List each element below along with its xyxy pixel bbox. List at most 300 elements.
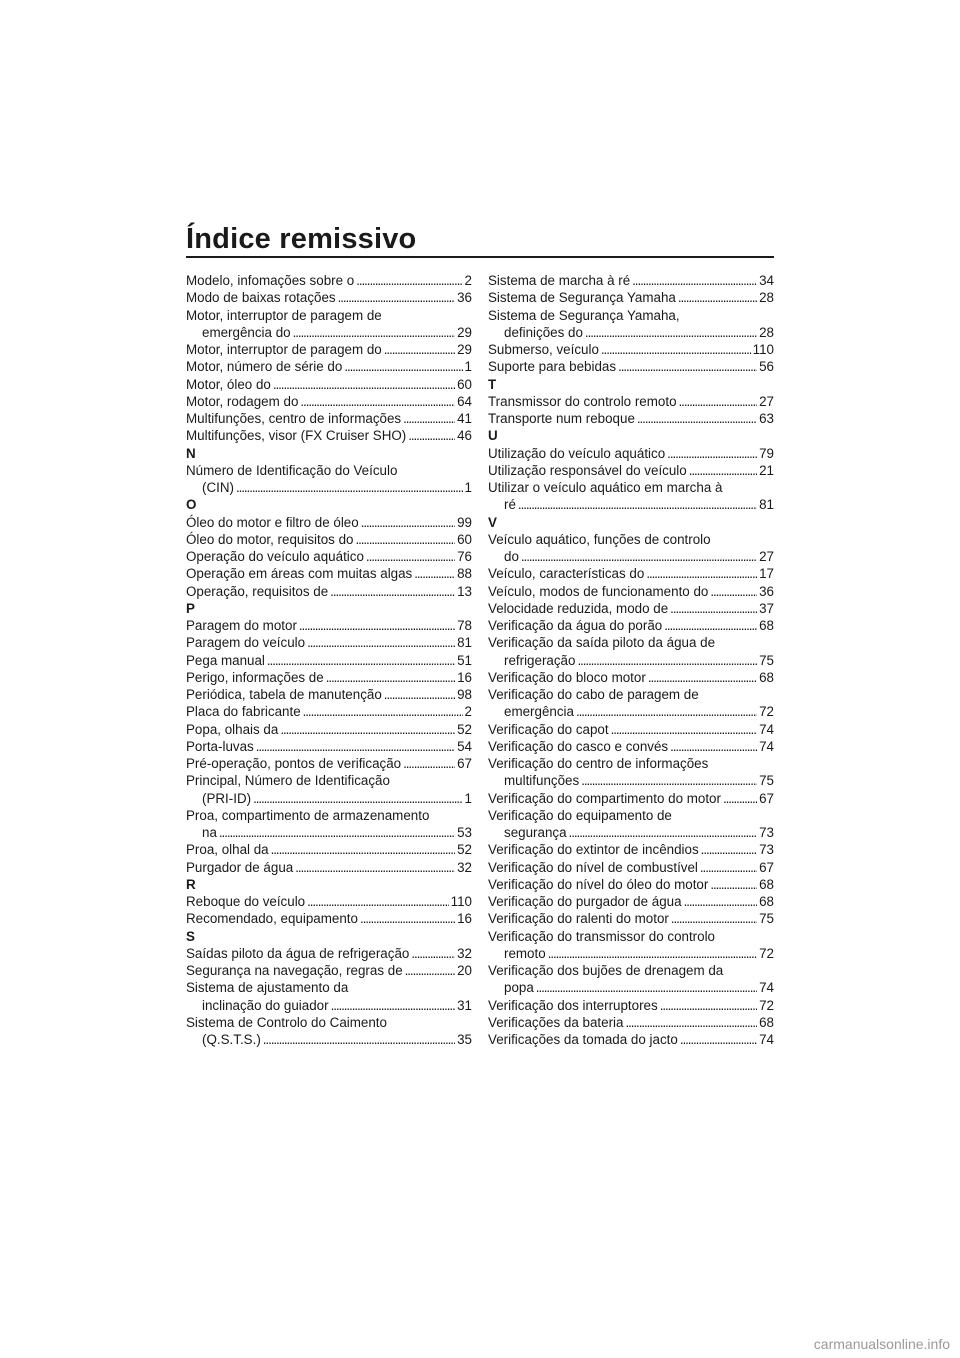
- index-entry: [488, 565, 774, 582]
- index-entry: [488, 686, 774, 703]
- dot-leader: [518, 496, 757, 513]
- index-entry-text: Submerso, veículo: [488, 342, 599, 357]
- index-page-number: 54: [457, 738, 472, 754]
- index-entry-text: Operação em áreas com muitas algas: [186, 566, 413, 582]
- index-page-number: 36: [759, 583, 774, 599]
- dot-leader: [536, 979, 757, 996]
- index-page-number: 74: [759, 721, 774, 737]
- index-entry: [186, 393, 472, 410]
- index-section-letter: O: [186, 497, 197, 513]
- index-entry: [488, 962, 774, 979]
- index-entry: [488, 721, 774, 738]
- index-entry-text: Proa, compartimento de armazenamento: [186, 807, 430, 823]
- dot-leader: [236, 479, 463, 496]
- index-column-left: [186, 272, 472, 1048]
- dot-leader: [344, 358, 462, 375]
- index-entry: [488, 755, 774, 772]
- index-page-number: 52: [457, 721, 472, 737]
- index-entry: [186, 807, 472, 824]
- index-entry: [488, 307, 774, 324]
- index-entry: [488, 462, 774, 479]
- index-entry: [186, 427, 472, 444]
- dot-leader: [303, 703, 463, 720]
- index-entry-text: Recomendado, equipamento: [186, 911, 358, 927]
- index-page-number: 98: [457, 687, 472, 702]
- index-entry: [186, 703, 472, 720]
- index-section-letter: N: [186, 445, 196, 461]
- index-entry-text: Placa do fabricante: [186, 704, 301, 720]
- index-entry-text: Saídas piloto da água de refrigeração: [186, 945, 410, 961]
- index-entry-text: Operação, requisitos de: [186, 583, 329, 599]
- index-page-number: 37: [759, 600, 774, 616]
- index-entry: [488, 272, 774, 289]
- dot-leader: [253, 790, 462, 807]
- index-entry-text: Motor, interruptor de paragem do: [186, 342, 382, 357]
- dot-leader: [581, 772, 757, 789]
- index-entry: [488, 617, 774, 634]
- index-entry-text: inclinação do guiador: [202, 997, 329, 1013]
- index-page-number: 68: [759, 876, 774, 892]
- index-entry: [186, 410, 472, 427]
- dot-leader: [601, 341, 751, 358]
- dot-leader: [293, 324, 456, 341]
- index-entry: [488, 790, 774, 807]
- index-entry: [186, 945, 472, 962]
- index-entry-text: Veículo, características do: [488, 566, 645, 582]
- index-page-number: 46: [457, 428, 472, 444]
- index-entry: [186, 1014, 472, 1031]
- index-page-number: 35: [457, 1032, 472, 1047]
- index-entry: [186, 841, 472, 858]
- index-entry: [488, 600, 774, 617]
- index-entry-text: Paragem do motor: [186, 618, 297, 633]
- dot-leader: [300, 393, 455, 410]
- index-entry-text: Proa, olhal da: [186, 842, 269, 858]
- index-entry: [488, 410, 774, 427]
- index-page-number: 64: [457, 393, 472, 409]
- index-entry-continuation: [488, 824, 774, 841]
- index-entry-text: Verificação do centro de informações: [488, 756, 709, 771]
- index-page-number: 1: [464, 790, 472, 806]
- index-entry-continuation: [488, 496, 774, 513]
- dot-leader: [678, 289, 757, 306]
- index-entry-text: Popa, olhais da: [186, 721, 279, 737]
- index-page-number: 68: [759, 669, 774, 685]
- dot-leader: [408, 427, 455, 444]
- index-entry: [186, 583, 472, 600]
- index-section-letter: P: [186, 600, 195, 616]
- index-entry-text: Veículo, modos de funcionamento do: [488, 583, 709, 599]
- index-entry-text: do: [504, 549, 519, 564]
- index-entry-text: segurança: [504, 825, 567, 840]
- dot-leader: [330, 583, 455, 600]
- dot-leader: [331, 997, 456, 1014]
- index-entry: [488, 289, 774, 306]
- dot-leader: [585, 324, 757, 341]
- dot-leader: [670, 600, 757, 617]
- index-entry-text: Perigo, informações de: [186, 669, 324, 685]
- index-entry-text: definições do: [504, 324, 583, 340]
- index-entry-text: Sistema de marcha à ré: [488, 273, 631, 288]
- index-page-number: 72: [759, 704, 774, 720]
- index-entry: [488, 531, 774, 548]
- index-page-number: 28: [759, 290, 774, 306]
- index-entry-text: Velocidade reduzida, modo de: [488, 600, 669, 616]
- index-page-number: 67: [457, 756, 472, 771]
- index-entry-continuation: [488, 652, 774, 669]
- index-entry-text: Óleo do motor e filtro de óleo: [186, 514, 359, 530]
- dot-leader: [338, 289, 455, 306]
- index-column-right: [488, 272, 774, 1048]
- index-page-number: 56: [759, 359, 774, 375]
- index-entry: [488, 893, 774, 910]
- index-entry-text: Verificações da tomada do jacto: [488, 1032, 678, 1047]
- index-page-number: 88: [457, 566, 472, 582]
- dot-leader: [521, 548, 757, 565]
- index-entry-text: Verificação do equipamento de: [488, 807, 672, 823]
- dot-leader: [360, 910, 455, 927]
- dot-leader: [576, 703, 757, 720]
- index-entry-text: Verificação do ralenti do motor: [488, 911, 669, 927]
- index-entry-text: Verificação do cabo de paragem de: [488, 687, 699, 702]
- index-entry: [186, 686, 472, 703]
- dot-leader: [667, 445, 757, 462]
- index-page-number: 16: [457, 669, 472, 685]
- index-entry-text: Modo de baixas rotações: [186, 290, 336, 306]
- dot-leader: [660, 997, 757, 1014]
- index-page-number: 81: [759, 497, 774, 513]
- dot-leader: [679, 393, 758, 410]
- index-entry: [488, 807, 774, 824]
- index-page-number: 60: [457, 531, 472, 547]
- index-entry-text: Motor, número de série do: [186, 359, 343, 375]
- dot-leader: [271, 841, 455, 858]
- index-page-number: 32: [457, 945, 472, 961]
- index-entry: [186, 893, 472, 910]
- index-entry-text: Verificação do purgador de água: [488, 894, 682, 909]
- index-entry-text: ré: [504, 497, 516, 513]
- index-entry-text: Operação do veículo aquático: [186, 549, 364, 564]
- dot-leader: [307, 893, 449, 910]
- dot-leader: [569, 824, 758, 841]
- index-page-number: 67: [759, 859, 774, 875]
- index-entry-continuation: [186, 997, 472, 1014]
- dot-leader: [637, 410, 757, 427]
- index-entry: [186, 272, 472, 289]
- index-entry: [186, 634, 472, 651]
- dot-leader: [611, 721, 758, 738]
- index-entry: [186, 755, 472, 772]
- index-page-number: 21: [759, 462, 774, 478]
- index-page-number: 74: [759, 1032, 774, 1047]
- index-entry-text: multifunções: [504, 773, 580, 789]
- dot-leader: [625, 1014, 757, 1031]
- index-entry-text: Veículo aquático, funções de controlo: [488, 531, 711, 547]
- dot-leader: [664, 617, 757, 634]
- index-page-number: 32: [457, 859, 472, 875]
- index-page-number: 13: [457, 583, 472, 599]
- index-page-number: 29: [457, 324, 472, 340]
- index-entry-text: Verificação dos interruptores: [488, 997, 658, 1013]
- index-entry: [488, 393, 774, 410]
- dot-leader: [403, 410, 455, 427]
- index-page-number: 34: [759, 273, 774, 288]
- watermark: carmanualsonline.info: [813, 1336, 950, 1352]
- index-entry-text: Periódica, tabela de manutenção: [186, 687, 382, 702]
- index-entry: [488, 634, 774, 651]
- dot-leader: [680, 1031, 757, 1048]
- index-entry-continuation: [186, 790, 472, 807]
- dot-leader: [710, 876, 757, 893]
- index-entry: [488, 669, 774, 686]
- dot-leader: [548, 945, 757, 962]
- index-entry-text: remoto: [504, 945, 546, 961]
- dot-leader: [618, 358, 757, 375]
- index-entry: [186, 721, 472, 738]
- index-page-number: 75: [759, 911, 774, 927]
- index-page-number: 17: [759, 566, 774, 582]
- index-entry-continuation: [186, 1031, 472, 1048]
- index-entry: [186, 548, 472, 565]
- dot-leader: [219, 824, 455, 841]
- index-entry-text: refrigeração: [504, 652, 576, 668]
- index-entry: [488, 583, 774, 600]
- dot-leader: [267, 652, 455, 669]
- dot-leader: [256, 738, 455, 755]
- dot-leader: [356, 272, 462, 289]
- index-entry-continuation: [488, 772, 774, 789]
- index-entry-text: Utilização responsável do veículo: [488, 462, 687, 478]
- dot-leader: [361, 514, 455, 531]
- index-page-number: 79: [759, 445, 774, 461]
- index-page-number: 27: [759, 393, 774, 409]
- index-entry-text: Verificação dos bujões de drenagem da: [488, 963, 724, 978]
- index-page-number: 16: [457, 911, 472, 927]
- index-entry-text: Porta-luvas: [186, 738, 254, 754]
- index-page-number: 20: [457, 963, 472, 978]
- index-page-number: 31: [457, 997, 472, 1013]
- index-entry-continuation: [488, 548, 774, 565]
- index-page-number: 28: [759, 324, 774, 340]
- index-entry-continuation: [488, 979, 774, 996]
- index-entry-text: Transmissor do controlo remoto: [488, 393, 677, 409]
- index-page-number: 73: [759, 825, 774, 840]
- index-entry-text: Pega manual: [186, 652, 265, 668]
- index-entry: [186, 307, 472, 324]
- index-entry-text: Verificação da água do porão: [488, 618, 663, 633]
- index-entry: [488, 997, 774, 1014]
- dot-leader: [355, 531, 455, 548]
- index-entry-continuation: [186, 324, 472, 341]
- index-page-number: 99: [457, 514, 472, 530]
- dot-leader: [403, 755, 455, 772]
- index-entry-text: Óleo do motor, requisitos do: [186, 531, 354, 547]
- index-entry-text: Motor, rodagem do: [186, 393, 299, 409]
- index-page-number: 75: [759, 652, 774, 668]
- index-entry-text: Suporte para bebidas: [488, 359, 617, 375]
- dot-leader: [648, 669, 757, 686]
- index-entry-text: Verificação do casco e convés: [488, 738, 669, 754]
- index-entry-text: Sistema de Segurança Yamaha: [488, 290, 676, 306]
- index-page-number: 1: [464, 359, 472, 375]
- dot-leader: [366, 548, 455, 565]
- index-entry-text: Sistema de Controlo do Caimento: [186, 1014, 387, 1030]
- dot-leader: [700, 859, 757, 876]
- dot-leader: [671, 910, 757, 927]
- index-entry: [186, 341, 472, 358]
- index-entry-text: Sistema de Segurança Yamaha,: [488, 307, 680, 323]
- index-entry-continuation: [186, 479, 472, 496]
- index-page-number: 36: [457, 290, 472, 306]
- index-entry-text: Verificação do bloco motor: [488, 669, 646, 685]
- index-entry-text: Verificação do capot: [488, 721, 609, 737]
- index-entry: [488, 928, 774, 945]
- index-page-number: 110: [752, 342, 774, 357]
- index-entry: [186, 669, 472, 686]
- index-page-number: 51: [457, 652, 472, 668]
- dot-leader: [577, 652, 757, 669]
- index-page-number: 29: [457, 342, 472, 357]
- dot-leader: [384, 341, 455, 358]
- index-entry-text: Segurança na navegação, regras de: [186, 963, 403, 978]
- index-entry: [186, 979, 472, 996]
- index-entry-text: Purgador de água: [186, 859, 294, 875]
- index-section-letter: U: [488, 428, 498, 444]
- index-entry-text: Pré-operação, pontos de verificação: [186, 756, 402, 771]
- index-page-number: 52: [457, 842, 472, 858]
- index-entry-text: Modelo, infomações sobre o: [186, 273, 355, 288]
- index-entry-text: emergência: [504, 704, 574, 720]
- index-entry: [186, 910, 472, 927]
- dot-leader: [411, 945, 455, 962]
- dot-leader: [701, 841, 757, 858]
- index-page-number: 63: [759, 411, 774, 426]
- index-entry-text: Utilização do veículo aquático: [488, 445, 666, 461]
- index-entry: [186, 738, 472, 755]
- index-entry: [488, 479, 774, 496]
- index-entry-text: popa: [504, 980, 534, 996]
- index-entry-text: Paragem do veículo: [186, 635, 306, 651]
- index-entry: [488, 445, 774, 462]
- index-entry-continuation: [186, 824, 472, 841]
- index-page-number: 72: [759, 945, 774, 961]
- index-entry-text: Verificação do transmissor do controlo: [488, 928, 716, 944]
- index-page-number: 60: [457, 376, 472, 392]
- index-entry-text: Verificações da bateria: [488, 1014, 624, 1030]
- page-title: Índice remissivo: [186, 223, 417, 255]
- title-rule: [186, 256, 774, 258]
- index-page-number: 53: [457, 825, 472, 840]
- index-entry-text: Motor, interruptor de paragem de: [186, 307, 382, 323]
- dot-leader: [670, 738, 757, 755]
- index-entry: [488, 738, 774, 755]
- dot-leader: [632, 272, 757, 289]
- dot-leader: [280, 721, 455, 738]
- index-entry: [488, 910, 774, 927]
- index-entry-text: Verificação do compartimento do motor: [488, 790, 721, 806]
- index-page-number: 72: [759, 997, 774, 1013]
- index-entry-text: Verificação do extintor de incêndios: [488, 842, 699, 858]
- dot-leader: [299, 617, 455, 634]
- index-entry-text: na: [202, 825, 217, 840]
- dot-leader: [646, 565, 757, 582]
- index-entry: [186, 962, 472, 979]
- dot-leader: [405, 962, 455, 979]
- index-entry-text: Utilizar o veículo aquático em marcha à: [488, 480, 723, 495]
- index-page-number: 2: [464, 273, 472, 288]
- dot-leader: [295, 859, 455, 876]
- index-entry-text: emergência do: [202, 324, 291, 340]
- index-entry: [488, 358, 774, 375]
- index-entry-continuation: [488, 703, 774, 720]
- index-entry: [186, 565, 472, 582]
- dot-leader: [684, 893, 758, 910]
- index-entry-text: Número de Identificação do Veículo: [186, 462, 398, 478]
- index-page-number: 68: [759, 894, 774, 909]
- index-entry: [488, 1031, 774, 1048]
- index-entry: [186, 376, 472, 393]
- dot-leader: [273, 376, 455, 393]
- index-page-number: 81: [457, 635, 472, 651]
- index-entry: [186, 652, 472, 669]
- index-entry: [488, 876, 774, 893]
- index-page-number: 68: [759, 1014, 774, 1030]
- index-section-letter: S: [186, 928, 195, 944]
- index-section-letter: T: [488, 376, 497, 392]
- index-entry: [186, 531, 472, 548]
- index-page-number: 27: [759, 549, 774, 564]
- index-entry: [488, 1014, 774, 1031]
- index-entry-continuation: [488, 945, 774, 962]
- index-page-number: 68: [759, 618, 774, 633]
- index-page-number: 73: [759, 842, 774, 858]
- index-entry: [186, 772, 472, 789]
- index-page-number: 67: [759, 790, 774, 806]
- index-page-number: 1: [464, 480, 472, 495]
- dot-leader: [307, 634, 455, 651]
- index-entry-text: Multifunções, visor (FX Cruiser SHO): [186, 428, 407, 444]
- index-page-number: 75: [759, 773, 774, 789]
- index-entry: [186, 859, 472, 876]
- index-section-letter: R: [186, 876, 196, 892]
- dot-leader: [689, 462, 757, 479]
- index-page-number: 76: [457, 549, 472, 564]
- index-entry-text: Verificação do nível de combustível: [488, 859, 698, 875]
- index-entry: [488, 859, 774, 876]
- index-entry: [186, 514, 472, 531]
- index-page-number: 110: [450, 894, 472, 909]
- index-entry-text: Principal, Número de Identificação: [186, 773, 390, 789]
- index-entry-text: (Q.S.T.S.): [202, 1032, 261, 1047]
- index-entry: [488, 341, 774, 358]
- index-entry-text: Motor, óleo do: [186, 376, 271, 392]
- index-entry-text: Multifunções, centro de informações: [186, 411, 402, 426]
- index-entry-text: Reboque do veículo: [186, 894, 306, 909]
- index-entry-text: Transporte num reboque: [488, 411, 635, 426]
- index-entry: [186, 289, 472, 306]
- index-entry-text: Sistema de ajustamento da: [186, 980, 349, 996]
- index-page-number: 74: [759, 738, 774, 754]
- index-entry-text: (PRI-ID): [202, 790, 252, 806]
- index-page-number: 2: [464, 704, 472, 720]
- dot-leader: [414, 565, 455, 582]
- index-entry-text: Verificação do nível do óleo do motor: [488, 876, 709, 892]
- index-entry: [488, 841, 774, 858]
- index-entry-text: Verificação da saída piloto da água de: [488, 635, 716, 651]
- dot-leader: [723, 790, 757, 807]
- index-entry: [186, 358, 472, 375]
- dot-leader: [384, 686, 455, 703]
